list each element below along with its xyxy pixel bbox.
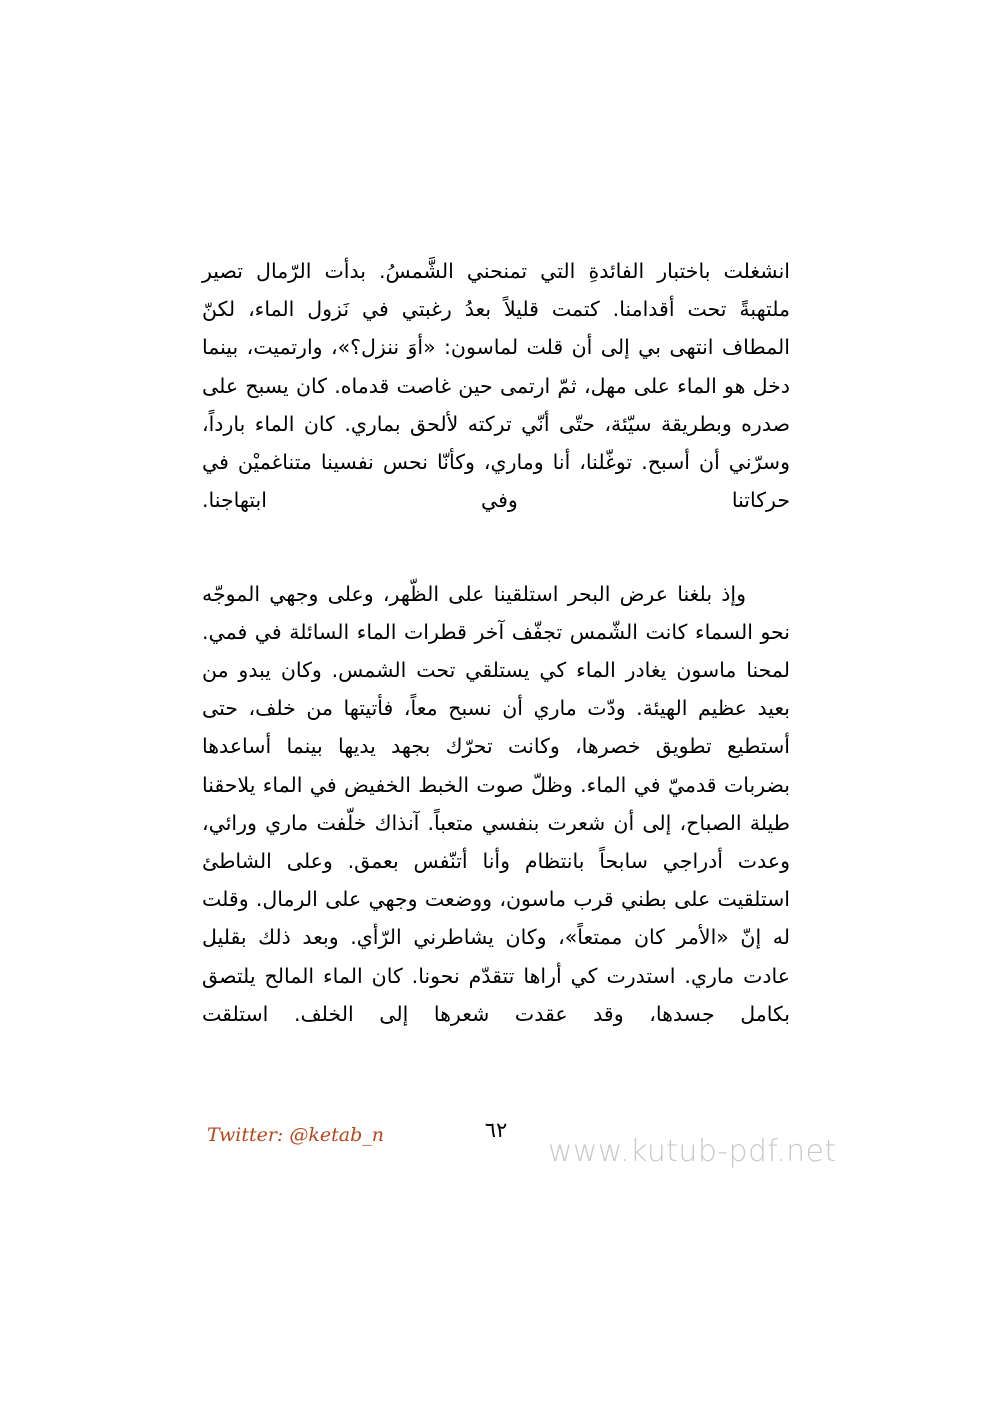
twitter-credit: Twitter: @ketab_n — [207, 1124, 384, 1146]
page-number: ٦٢ — [484, 1118, 508, 1142]
paragraph-2: وإذ بلغنا عرض البحر استلقينا على الظّهر، وعلى وجهي الموجّه نحو السماء كانت الشّمس تجفّف آخر قطرات الماء السائلة في فمي. لمحنا ماسون يغادر الماء كي يستلقي تحت الشمس. وكان يبدو من بعيد عظيم الهيئة. ودّت ماري أن نسبح معاً، فأتيتها من خلف، حتى أستطيع تطويق خصرها، وكانت تحرّك بجهد يديها بينما أساعدها بضربات قدميّ في الماء. وظلّ صوت الخبط الخفيض في الماء يلاحقنا طيلة الصباح، إلى أن شعرت بنفسي متعباً. آنذاك خلّفت ماري ورائي، وعدت أدراجي سابحاً بانتظام وأنا أتنّفس بعمق. وعلى الشاطئ استلقيت على بطني قرب ماسون، ووضعت وجهي على الرمال. وقلت له إنّ «الأمر كان ممتعاً»، وكان يشاطرني الرّأي. وبعد ذلك بقليل عادت ماري. استدرت كي أراها تتقدّم نحونا. كان الماء المالح يلتصق بكامل جسدها، وقد عقدت شعرها إلى الخلف. استلقت — [202, 581, 790, 1026]
paragraph-1: انشغلت باختبار الفائدةِ التي تمنحني الشَّمسُ. بدأت الرّمال تصير ملتهبةً تحت أقدامنا. كتمت قليلاً بعدُ رغبتي في نَزول الماء، لكنّ المطاف انتهى بي إلى أن قلت لماسون: «أوَ ننزل؟»، وارتميت، بينما دخل هو الماء على مهل، ثمّ ارتمى حين غاصت قدماه. كان يسبح على صدره وبطريقة سيّئة، حتّى أنّي تركته لألحق بماري. كان الماء بارداً، وسرّني أن أسبح. توغّلنا، أنا وماري، وكأنّا نحس نفسينا متناغميْن في حركاتنا وفي ابتهاجنا. — [202, 259, 790, 513]
site-watermark: www.kutub-pdf.net — [548, 1134, 837, 1169]
page-footer — [0, 1118, 992, 1188]
page-text-body — [202, 252, 790, 1071]
